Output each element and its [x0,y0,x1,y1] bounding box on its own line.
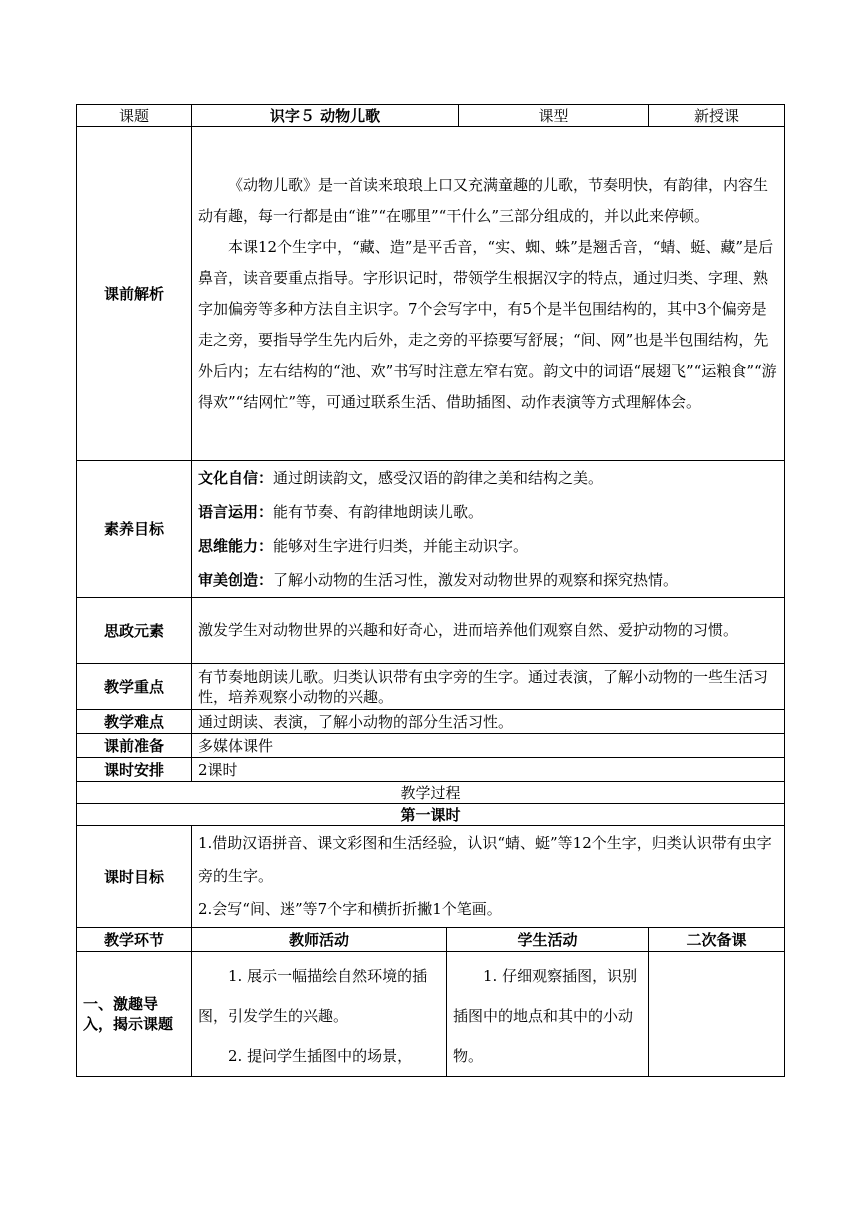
literacy-item-key: 语言运用： [198,503,274,521]
topic-value: 识字５ 动物儿歌 [192,105,459,127]
preparation-text: 多媒体课件 [192,734,785,758]
lesson-goals-label: 课时目标 [77,826,192,928]
lesson-goal-item: 1.借助汉语拼音、课文彩图和生活经验，认识“蜻、蜓”等12个生字，归类认识带有虫字旁的生字。 [198,834,772,885]
literacy-item [198,563,778,597]
preparation-label: 课前准备 [77,734,192,758]
literacy-item-text: 通过朗读韵文，感受汉语的韵律之美和结构之美。 [273,469,604,487]
analysis-label: 课前解析 [77,127,192,461]
difficulties-row [77,710,785,734]
process-title: 教学过程 [77,782,785,804]
analysis-row [77,127,785,461]
student-activity-item: 1. 仔细观察插图，识别插图中的地点和其中的小动物。 [453,967,638,1065]
key-points-content [192,664,785,710]
column-student: 学生活动 [447,928,649,952]
analysis-paragraph-2: 本课12个生字中，“藏、造”是平舌音，“实、蜘、蛛”是翘舌音，“蜻、蜓、藏”是后鼻音，读音要重点指导。字形识记时，带领学生根据汉字的特点，通过归类、字理、熟字加偏旁等多种方法自主识字。7个会写字中，有5个是半包围结构的，其中3个偏旁是走之旁，要指导学生先内后外，走之旁的平捺要写舒展；“间、网”也是半包围结构，先外后内；左右结构的“池、欢”书写时注意左窄右宽。韵文中的词语“展翅飞”“运粮食”“游得欢”“结网忙”等，可通过联系生活、借助插图、动作表演等方式理解体会。 [198,237,777,411]
schedule-text: 2课时 [192,758,785,782]
literacy-label: 素养目标 [77,461,192,598]
type-label: 课型 [459,105,649,127]
ideology-text: 激发学生对动物世界的兴趣和好奇心，进而培养他们观察自然、爱护动物的习惯。 [198,621,739,639]
teacher-activity-cell [192,952,447,1077]
literacy-item-text: 能够对生字进行归类，并能主动识字。 [273,537,529,555]
literacy-item-text: 能有节奏、有韵律地朗读儿歌。 [273,503,484,521]
process-title-row [77,782,785,804]
lesson-plan-table [76,104,785,1077]
analysis-content [192,127,785,461]
teacher-activity-item: 2. 提问学生插图中的场景， [228,1047,413,1065]
lesson-goals-content [192,826,785,928]
preparation-row [77,734,785,758]
literacy-item-key: 思维能力： [198,537,274,555]
columns-header-row [77,928,785,952]
analysis-paragraph-1: 《动物儿歌》是一首读来琅琅上口又充满童趣的儿歌，节奏明快，有韵律，内容生动有趣，每一行都是由“谁”“在哪里”“干什么”三部分组成的，并以此来停顿。 [198,175,769,225]
ideology-row [77,598,785,664]
student-activity-cell [447,952,649,1077]
literacy-item [198,461,778,495]
table-row [77,952,785,1077]
stage-cell: 一、激趣导入，揭示课题 [77,952,192,1077]
literacy-item [198,495,778,529]
key-points-row [77,664,785,710]
lesson-goal-item: 2.会写“间、迷”等7个字和横折折撇1个笔画。 [198,900,502,918]
teacher-activity-item: 1. 展示一幅描绘自然环境的插图，引发学生的兴趣。 [198,967,428,1025]
lesson-title: 第一课时 [77,804,785,826]
notes-cell [649,952,785,1077]
header-row [77,105,785,127]
literacy-item [198,529,778,563]
type-value: 新授课 [649,105,785,127]
key-points-label: 教学重点 [77,664,192,710]
ideology-label: 思政元素 [77,598,192,664]
ideology-content [192,598,785,664]
column-teacher: 教师活动 [192,928,447,952]
lesson-goals-row [77,826,785,928]
column-notes: 二次备课 [649,928,785,952]
key-points-text: 有节奏地朗读儿歌。归类认识带有虫字旁的生字。通过表演，了解小动物的一些生活习性，培养观察小动物的兴趣。 [198,667,769,706]
column-stage: 教学环节 [77,928,192,952]
literacy-item-text: 了解小动物的生活习性，激发对动物世界的观察和探究热情。 [273,571,679,589]
difficulties-label: 教学难点 [77,710,192,734]
schedule-row [77,758,785,782]
schedule-label: 课时安排 [77,758,192,782]
difficulties-text: 通过朗读、表演，了解小动物的部分生活习性。 [192,710,785,734]
literacy-row [77,461,785,598]
literacy-item-key: 审美创造： [198,571,274,589]
literacy-content [192,461,785,598]
topic-label: 课题 [77,105,192,127]
literacy-item-key: 文化自信： [198,469,274,487]
lesson-title-row [77,804,785,826]
